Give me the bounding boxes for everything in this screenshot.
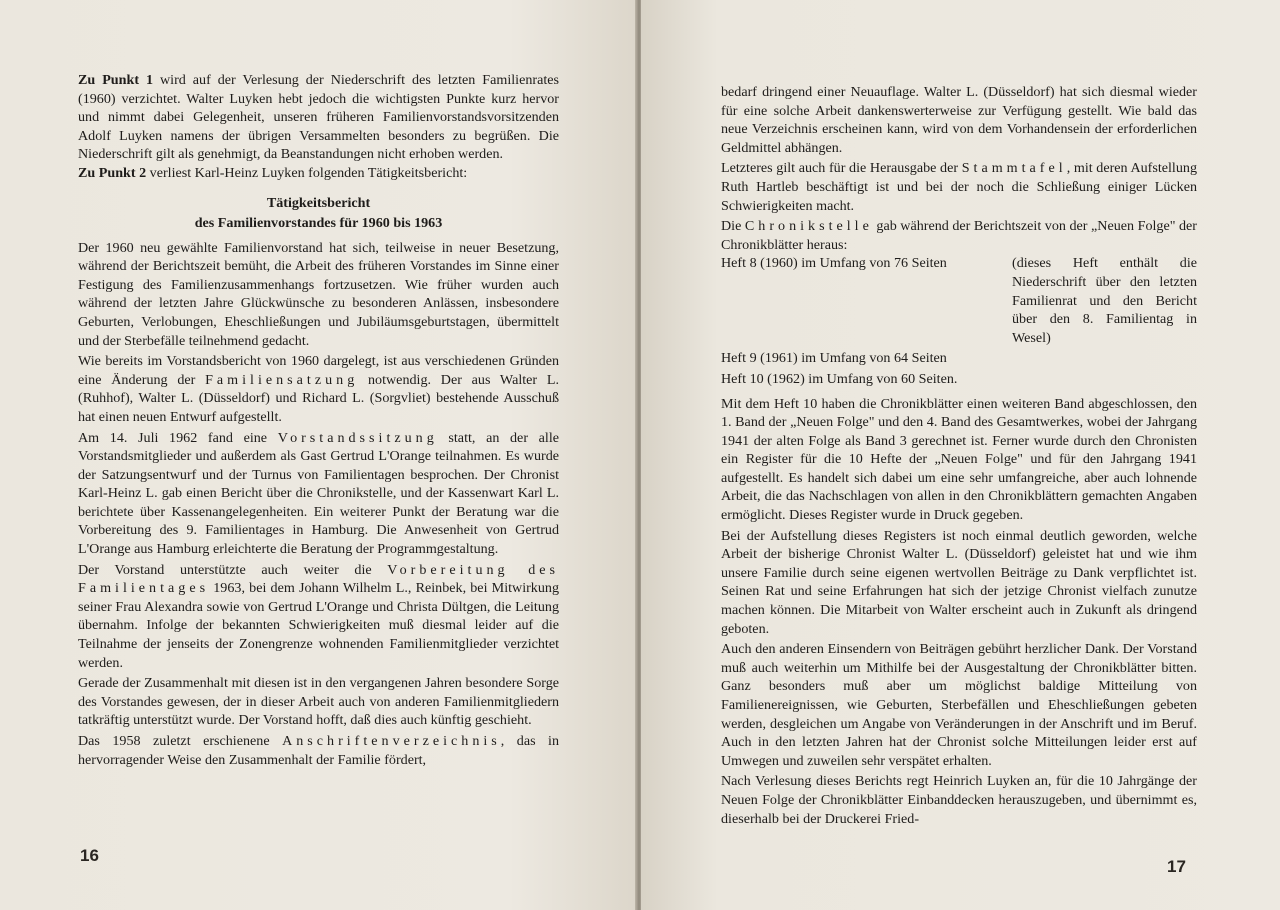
satzung-spaced: Familiensatzung <box>205 371 359 388</box>
paragraph-vorstand: Der 1960 neu gewählte Familienvorstand hat sich, teilweise in neuer Besetzung, während der Berichtszeit bemüht, die Arbeit des früheren Vorstandes im Sinne einer Festigung des Familienzusammenhangs fortzusetzen. Wie früher wurden auch während der letzten Jahre Glückwünsche zu besonderen Anlässen, insbesondere Geburten, Verlobungen, Eheschließungen und Jubiläumsgeburtstagen, übermittelt und der Sterbefälle teilnehmend gedacht. <box>78 239 559 349</box>
left-page <box>0 0 637 910</box>
report-heading-line2: des Familienvorstandes für 1960 bis 1963 <box>194 214 443 231</box>
heft-9-label: Heft 9 (1961) im Umfang von 64 Seiten <box>721 350 947 367</box>
paragraph-familientag <box>78 561 559 673</box>
paragraph-neuauflage: bedarf dringend einer Neuauflage. Walter L. (Düsseldorf) hat sich diesmal wieder für eine solche Arbeit dankenswerterweise zur Verfügung gestellt. Wie bald das neue Verzeichnis erscheinen kann, wird von dem Vorhandensein der erforderlichen Geldmittel abhängen. <box>721 84 1197 156</box>
label-punkt-1: Zu Punkt 1 <box>78 72 154 88</box>
heft-list-item <box>721 254 1197 347</box>
sitzung-text-a: Am 14. Juli 1962 fand eine <box>78 429 278 446</box>
paragraph-stammtafel <box>721 159 1197 215</box>
page-number-right: 17 <box>1167 857 1186 876</box>
right-page <box>641 0 1280 910</box>
paragraph-band: Mit dem Heft 10 haben die Chronikblätter einen weiteren Band abgeschlossen, den 1. Band der „Neuen Folge" und den 4. Band des Gesamtwerkes, wobei der Jahrgang 1941 der alten Folge als Band 3 gerechnet ist. Ferner wurde durch den Chronisten ein Register für die 10 Hefte der „Neuen Folge" und für den Jahrgang 1941 aufgestellt. Es handelt sich dabei um eine sehr umfangreiche, aber auch lohnende Arbeit, die das Nachschlagen von allen in den Chronikblättern gemachten Angaben ermöglicht. Dieses Register wurde in Druck gegeben. <box>721 395 1197 524</box>
sitzung-spaced: Vorstandssitzung <box>277 429 438 446</box>
paragraph-punkt-2 <box>78 164 559 183</box>
anschriften-text-b: , das in hervorragender Weise den Zusammenhalt der Familie fördert, <box>78 733 559 768</box>
paragraph-einbanddecken: Nach Verlesung dieses Berichts regt Heinrich Luyken an, für die 10 Jahrgänge der Neuen Folge der Chronikblätter Einbanddecken herauszugeben, und übernimmt es, dieserhalb bei der Druckerei Fried- <box>721 773 1197 827</box>
familientag-spaced: Vorbereitung des Familientages <box>78 561 560 597</box>
stammtafel-text-a: Letzteres gilt auch für die Herausgabe der <box>721 160 962 177</box>
satzung-text-b: notwendig. Der aus Walter L. (Ruhhof), Walter L. (Düsseldorf) und Richard L. (Sorgvliet) bestehende Ausschuß hat einen neuen Entwurf aufgestellt. <box>78 371 560 425</box>
paragraph-register: Bei der Aufstellung dieses Registers ist noch einmal deutlich geworden, welche Arbeit der bisherige Chronist Walter L. (Düsseldorf) geleistet hat und wie ihm unsere Familie durch seine eigenen wertvollen Beiträge zu Dank verpflichtet ist. Seinen Rat und seine Erfahrungen hat sich der jetzige Chronist vielfach zunutze machen können. Die Mitarbeit von Walter erscheint auch in Zukunft als dringend geboten. <box>721 527 1197 637</box>
report-heading <box>78 193 559 233</box>
stammtafel-spaced: Stammtafel <box>961 160 1067 177</box>
anschriften-text-a: Das 1958 zuletzt erschienene <box>78 733 283 749</box>
report-heading-line1: Tätigkeitsbericht <box>266 194 371 211</box>
anschriften-spaced: Anschriftenverzeichnis <box>282 733 501 749</box>
paragraph-zusammenhalt: Gerade der Zusammenhalt mit diesen ist in den vergangenen Jahren besondere Sorge des Vorstandes gewesen, der in dieser Arbeit auch von anderen Familienmitgliedern tatkräftig unterstützt wurde. Der Vorstand hofft, daß dies auch künftig geschieht. <box>78 675 559 729</box>
familientag-text-a: Der Vorstand unterstützte auch weiter die <box>78 561 388 578</box>
heft-8-label: Heft 8 (1960) im Umfang von 76 Seiten <box>721 255 947 272</box>
text-punkt-1: wird auf der Verlesung der Niederschrift des letzten Familienrates (1960) verzichtet. Walter Luyken hebt jedoch die wichtigsten Punkte kurz hervor und nimmt dabei Gelegenheit, unseren früheren Familienvorstandsvorsitzenden Adolf Luyken namens der übrigen Versammelten besonders zu begrüßen. Die Niederschrift gilt als genehmigt, da Beanstandungen nicht erhoben werden. <box>78 72 560 163</box>
text-punkt-2: verliest Karl-Heinz Luyken folgenden Tätigkeitsbericht: <box>146 164 468 181</box>
right-page-text <box>721 83 1197 828</box>
chronikstelle-text-b: gab während der Berichtszeit von der „Neuen Folge" der Chronikblätter heraus: <box>721 218 1197 253</box>
sitzung-text-b: statt, an der alle Vorstandsmitglieder und außerdem als Gast Gertrud L'Orange teilnahmen. Es wurde der Satzungsentwurf und der Turnus von Familientagen besprochen. Der Chronist Karl-Heinz L. gab einen Bericht über die Chronikstelle, und der Kassenwart Karl L. berichtete über Kassenangelegenheiten. Ein weiterer Punkt der Beratung war die Vorbereitung des 9. Familientages in Hamburg. Die Anwesenheit von Gertrud L'Orange aus Hamburg erleichterte die Beratung der Programmgestaltung. <box>78 429 559 558</box>
paragraph-anschriften <box>78 732 559 769</box>
page-number-left: 16 <box>80 846 99 865</box>
paragraph-sitzung <box>78 429 559 559</box>
paragraph-einsender: Auch den anderen Einsendern von Beiträgen gebührt herzlicher Dank. Der Vorstand muß auch weiterhin um Mithilfe bei der Ausgestaltung der Chronikblätter bitten. Ganz besonders muß aber um möglichst baldige Mitteilung von Familienereignissen, wie Geburten, Sterbefällen und Eheschließungen gebeten werden, desgleichen um Angabe von Veränderungen in der Anschrift und im Beruf. Auch in den letzten Jahren hat der Chronist solche Mitteilungen leider erst auf Umwegen und zuweilen sehr verspätet erhalten. <box>721 641 1197 769</box>
stammtafel-text-b: , mit deren Aufstellung Ruth Hartleb beschäftigt ist und bei der noch die Schließung einiger Lücken Schwierigkeiten macht. <box>721 160 1197 214</box>
chronikstelle-text-a: Die <box>721 218 745 235</box>
heft-8-note: (dieses Heft enthält die Niederschrift über den letzten Familienrat und den Bericht über den 8. Familientag in Wesel) <box>1012 255 1197 346</box>
chronikstelle-spaced: Chronikstelle <box>744 218 873 235</box>
paragraph-satzung <box>78 352 559 426</box>
satzung-text-a: Wie bereits im Vorstandsbericht von 1960 dargelegt, ist aus verschiedenen Gründen eine Änderung der <box>78 353 559 388</box>
label-punkt-2: Zu Punkt 2 <box>78 164 147 181</box>
paragraph-punkt-1 <box>78 71 559 164</box>
familientag-text-b: 1963, bei dem Johann Wilhelm L., Reinbek, bei Mitwirkung seiner Frau Alexandra sowie von Gertrud L'Orange und Christa Dültgen, die Leitung übernahm. Infolge der bekannten Schwierigkeiten muß diesmal leider auf die Teilnahme der jenseits der Zonengrenze wohnenden Familienmitglieder verzichtet werden. <box>78 580 559 671</box>
left-page-text <box>78 71 559 769</box>
paragraph-chronikstelle <box>721 217 1197 254</box>
heft-10-label: Heft 10 (1962) im Umfang von 60 Seiten. <box>721 370 958 387</box>
